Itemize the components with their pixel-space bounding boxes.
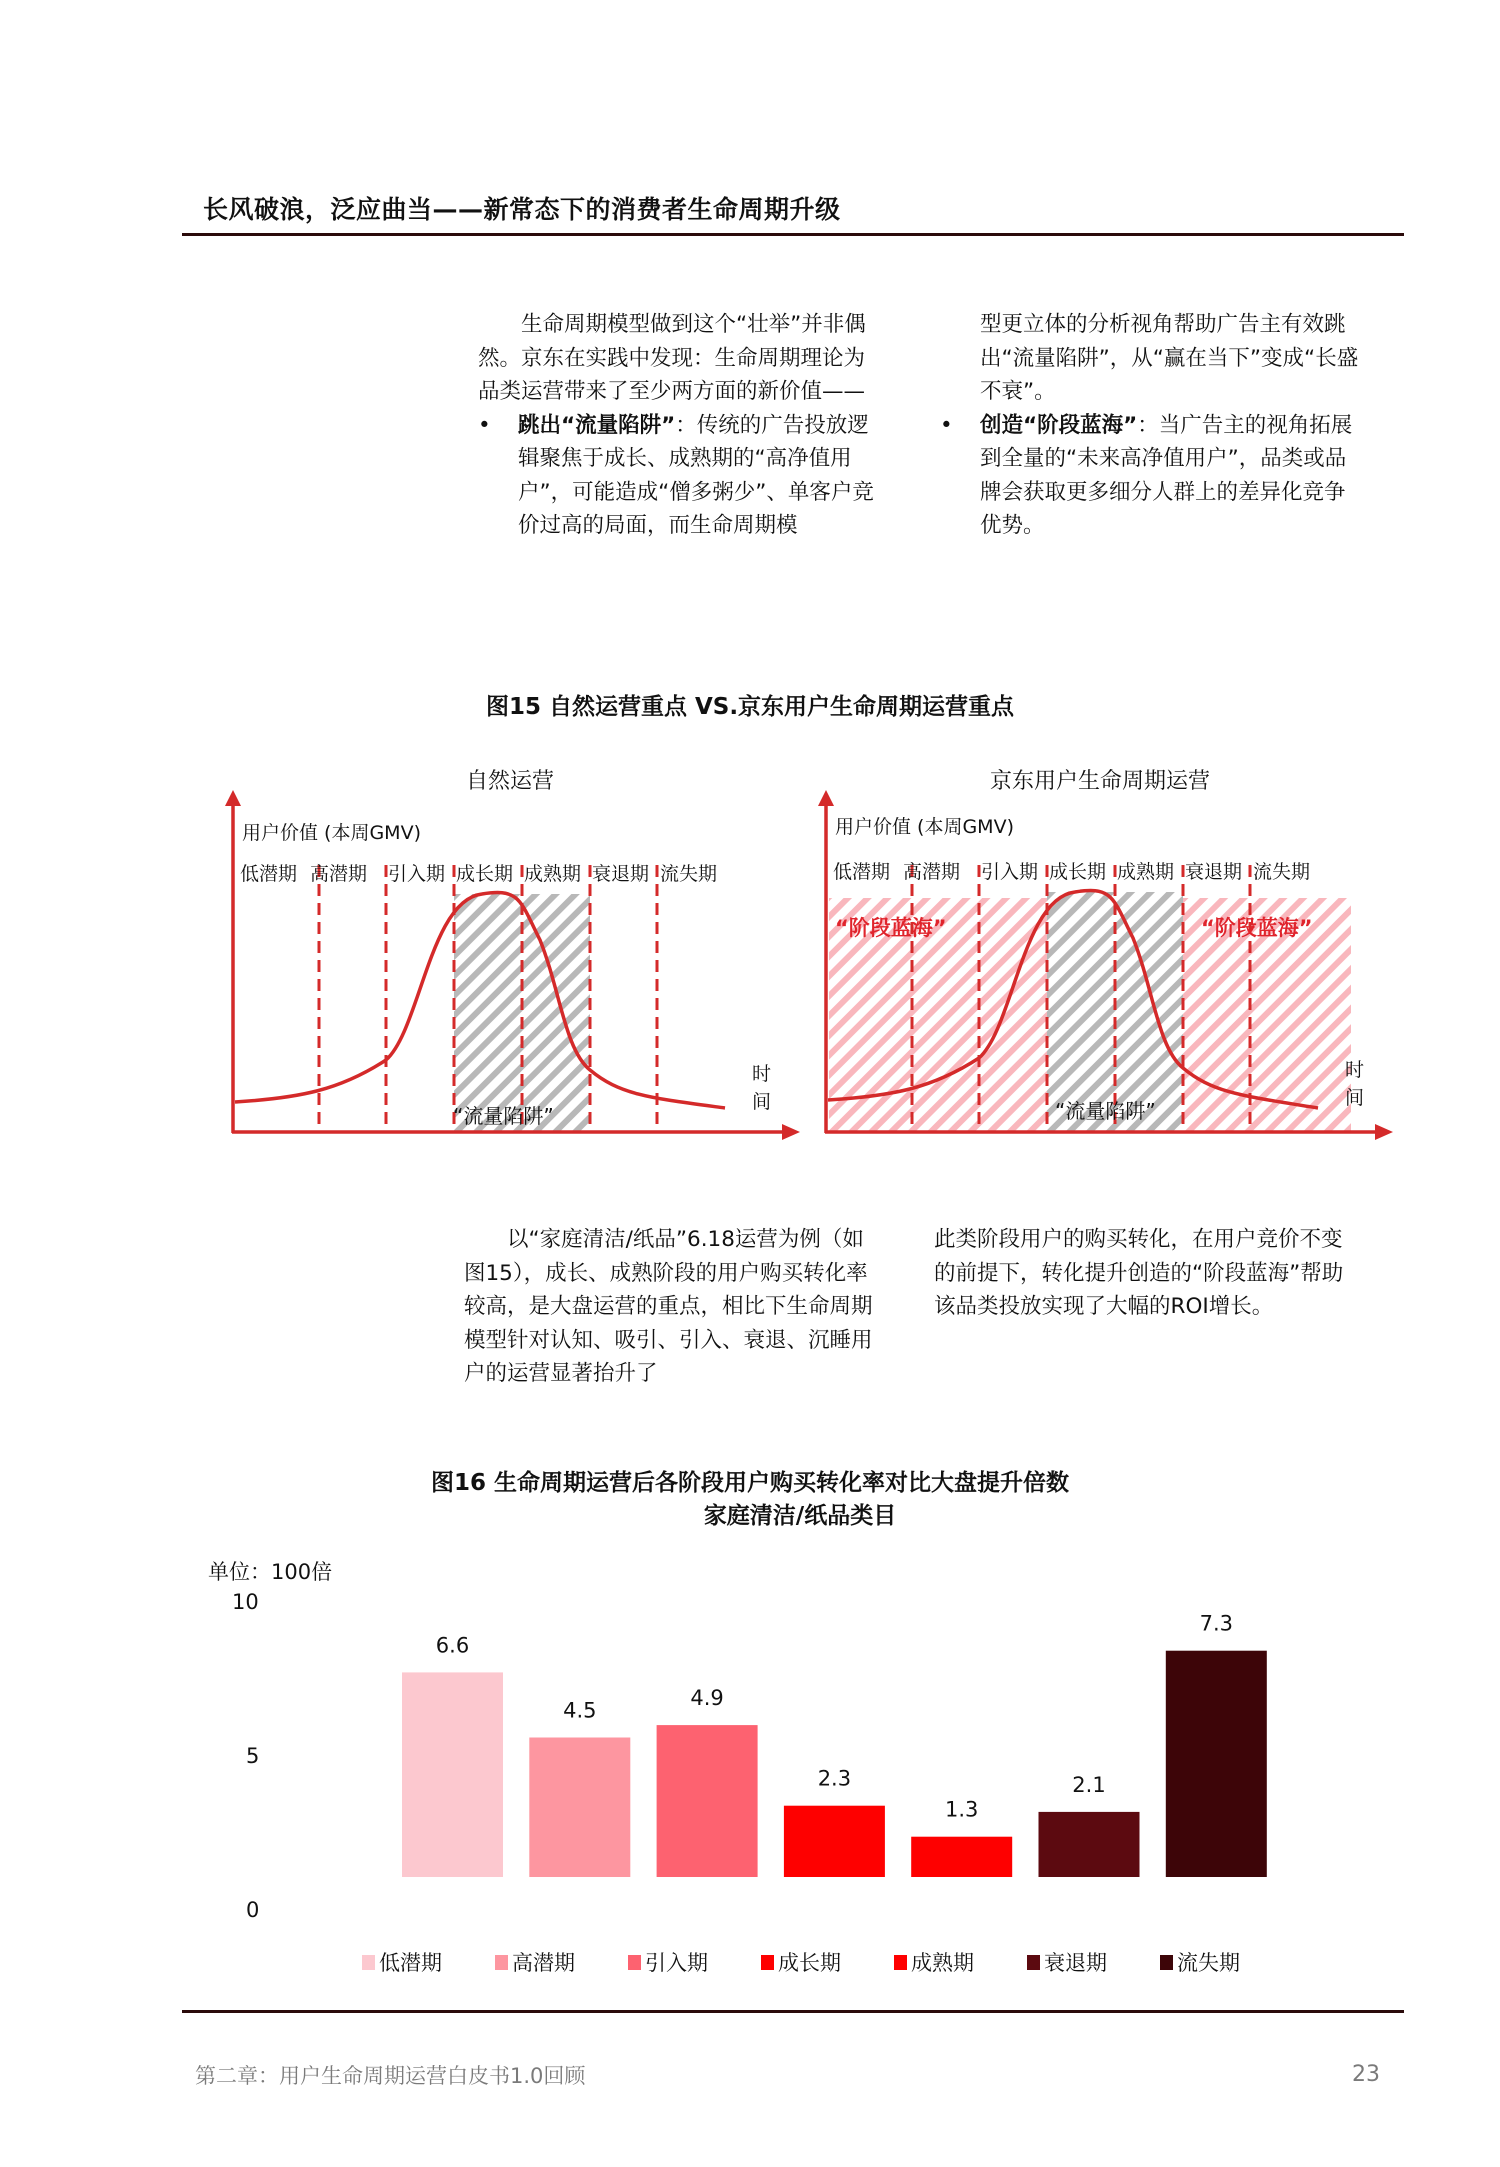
footer-divider (182, 2010, 1404, 2013)
svg-text:高潜期: 高潜期 (903, 861, 961, 883)
bar-value-label: 4.9 (690, 1686, 724, 1711)
svg-text:衰退期: 衰退期 (1185, 861, 1243, 883)
middle-right-column: 此类阶段用户的购买转化，在用户竞价不变的前提下，转化提升创造的“阶段蓝海”帮助该品类投放实现了大幅的ROI增长。 (934, 1227, 1344, 1319)
x-axis-label-2: 间 (1345, 1087, 1365, 1109)
svg-text:流失期: 流失期 (660, 863, 718, 885)
bar-value-label: 4.5 (563, 1698, 597, 1723)
legend-item (1160, 1947, 1293, 1977)
svg-text:成长期: 成长期 (1049, 861, 1107, 883)
legend-swatch (495, 1955, 508, 1970)
bullet-blue-ocean (940, 409, 1360, 543)
traffic-trap-label: “流量陷阱” (453, 1104, 554, 1128)
y-tick-0: 0 (246, 1898, 260, 1922)
middle-left-column: 以“家庭清洁/纸品”6.18运营为例（如图15），成长、成熟阶段的用户购买转化率较高，是大盘运营的重点，相比下生命周期模型针对认知、吸引、引入、衰退、沉睡用户的运营显著抬升了 (464, 1227, 873, 1386)
svg-text:成长期: 成长期 (456, 863, 514, 885)
bullet2-heading: 创造“阶段蓝海” (980, 412, 1138, 438)
figure16-bar-chart (380, 1600, 1280, 1920)
y-tick-10: 10 (232, 1590, 259, 1614)
legend-item (894, 1947, 1027, 1977)
x-axis-arrow-icon (782, 1124, 800, 1140)
footer-chapter: 第二章：用户生命周期运营白皮书1.0回顾 (195, 2064, 586, 2088)
bullet2-text: ：当广告主的视角拓展到全量的“未来高净值用户”，品类或品牌会获取更多细分人群上的差异化竞争优势。 (980, 412, 1353, 538)
bar-value-label: 7.3 (1199, 1611, 1234, 1636)
bar-1 (529, 1738, 630, 1878)
legend-swatch (628, 1955, 641, 1970)
blue-ocean-label-right: “阶段蓝海” (1201, 916, 1313, 940)
bar-3 (784, 1806, 885, 1877)
blue-ocean-label-left: “阶段蓝海” (835, 916, 947, 940)
bar-5 (1039, 1812, 1140, 1877)
traffic-trap-label: “流量陷阱” (1055, 1099, 1156, 1123)
intro-left-column (478, 308, 878, 543)
x-axis-label-1: 时 (1345, 1059, 1365, 1081)
page-header-title: 长风破浪，泛应曲当——新常态下的消费者生命周期升级 (203, 195, 841, 224)
bullet1-text: ：传统的广告投放逻辑聚焦于成长、成熟期的“高净值用户”，可能造成“僧多粥少”、单客户竞价过高的局面，而生命周期模 (518, 412, 874, 538)
legend-swatch (761, 1955, 774, 1970)
bar-0 (402, 1672, 503, 1877)
svg-text:成熟期: 成熟期 (1117, 861, 1175, 883)
svg-text:流失期: 流失期 (1253, 861, 1311, 883)
legend-swatch (362, 1955, 375, 1970)
page-number: 23 (1352, 2062, 1380, 2087)
x-axis-label-1: 时 (752, 1063, 772, 1085)
svg-text:引入期: 引入期 (981, 861, 1039, 883)
legend-item (1027, 1947, 1160, 1977)
intro-paragraph: 生命周期模型做到这个“壮举”并非偶然。京东在实践中发现：生命周期理论为品类运营带来了至少两方面的新价值—— (478, 312, 866, 404)
intro-right-column (940, 308, 1360, 543)
y-axis-label: 用户价值 (本周GMV) (242, 822, 421, 844)
svg-text:引入期: 引入期 (388, 863, 446, 885)
legend-item (761, 1947, 894, 1977)
x-axis-arrow-icon (1375, 1124, 1393, 1140)
figure15-right-chart (813, 790, 1393, 1150)
y-axis-arrow-icon (225, 790, 241, 806)
stage-labels (240, 863, 717, 885)
figure16-title: 图16 生命周期运营后各阶段用户购买转化率对比大盘提升倍数 (430, 1470, 1069, 1496)
legend-label: 引入期 (645, 1951, 708, 1975)
bullet1-continuation: 型更立体的分析视角帮助广告主有效跳出“流量陷阱”，从“赢在当下”变成“长盛不衰”。 (980, 312, 1359, 404)
figure15-left-chart (220, 790, 800, 1150)
x-axis-label-2: 间 (752, 1091, 772, 1113)
legend-item (495, 1947, 628, 1977)
bullet1-heading: 跳出“流量陷阱” (518, 412, 676, 438)
y-tick-5: 5 (246, 1744, 260, 1768)
legend-swatch (1160, 1955, 1173, 1970)
legend-label: 成长期 (778, 1951, 841, 1975)
figure15-right-subtitle: 京东用户生命周期运营 (989, 769, 1210, 794)
figure16-legend (362, 1947, 1293, 1977)
legend-label: 高潜期 (512, 1951, 575, 1975)
bar-value-label: 1.3 (944, 1797, 979, 1822)
bullet-dot: • (940, 412, 953, 438)
bullet-dot: • (478, 412, 491, 438)
bar-6 (1166, 1651, 1267, 1877)
bullet-traffic-trap (478, 409, 878, 543)
legend-label: 衰退期 (1044, 1951, 1107, 1975)
legend-swatch (894, 1955, 907, 1970)
stage-labels (833, 861, 1310, 883)
svg-text:成熟期: 成熟期 (524, 863, 582, 885)
header-divider (182, 233, 1404, 236)
svg-text:低潜期: 低潜期 (240, 863, 298, 885)
bar-2 (657, 1725, 758, 1877)
legend-item (628, 1947, 761, 1977)
bar-4 (911, 1837, 1012, 1877)
svg-text:低潜期: 低潜期 (833, 861, 891, 883)
bar-value-label: 2.3 (817, 1766, 852, 1791)
legend-label: 流失期 (1177, 1951, 1240, 1975)
svg-text:高潜期: 高潜期 (310, 863, 368, 885)
y-axis-arrow-icon (818, 790, 834, 806)
figure16-subtitle: 家庭清洁/纸品类目 (703, 1503, 897, 1529)
legend-label: 成熟期 (911, 1951, 974, 1975)
bar-value-label: 2.1 (1072, 1772, 1106, 1797)
figure15-title: 图15 自然运营重点 VS.京东用户生命周期运营重点 (485, 694, 1015, 720)
svg-text:衰退期: 衰退期 (592, 863, 650, 885)
figure15-left-subtitle: 自然运营 (465, 769, 554, 794)
bar-value-label: 6.6 (435, 1633, 470, 1658)
legend-swatch (1027, 1955, 1040, 1970)
legend-label: 低潜期 (379, 1951, 442, 1975)
legend-item (362, 1947, 495, 1977)
y-axis-label: 用户价值 (本周GMV) (835, 816, 1014, 838)
figure16-unit-label: 单位：100倍 (208, 1560, 333, 1584)
